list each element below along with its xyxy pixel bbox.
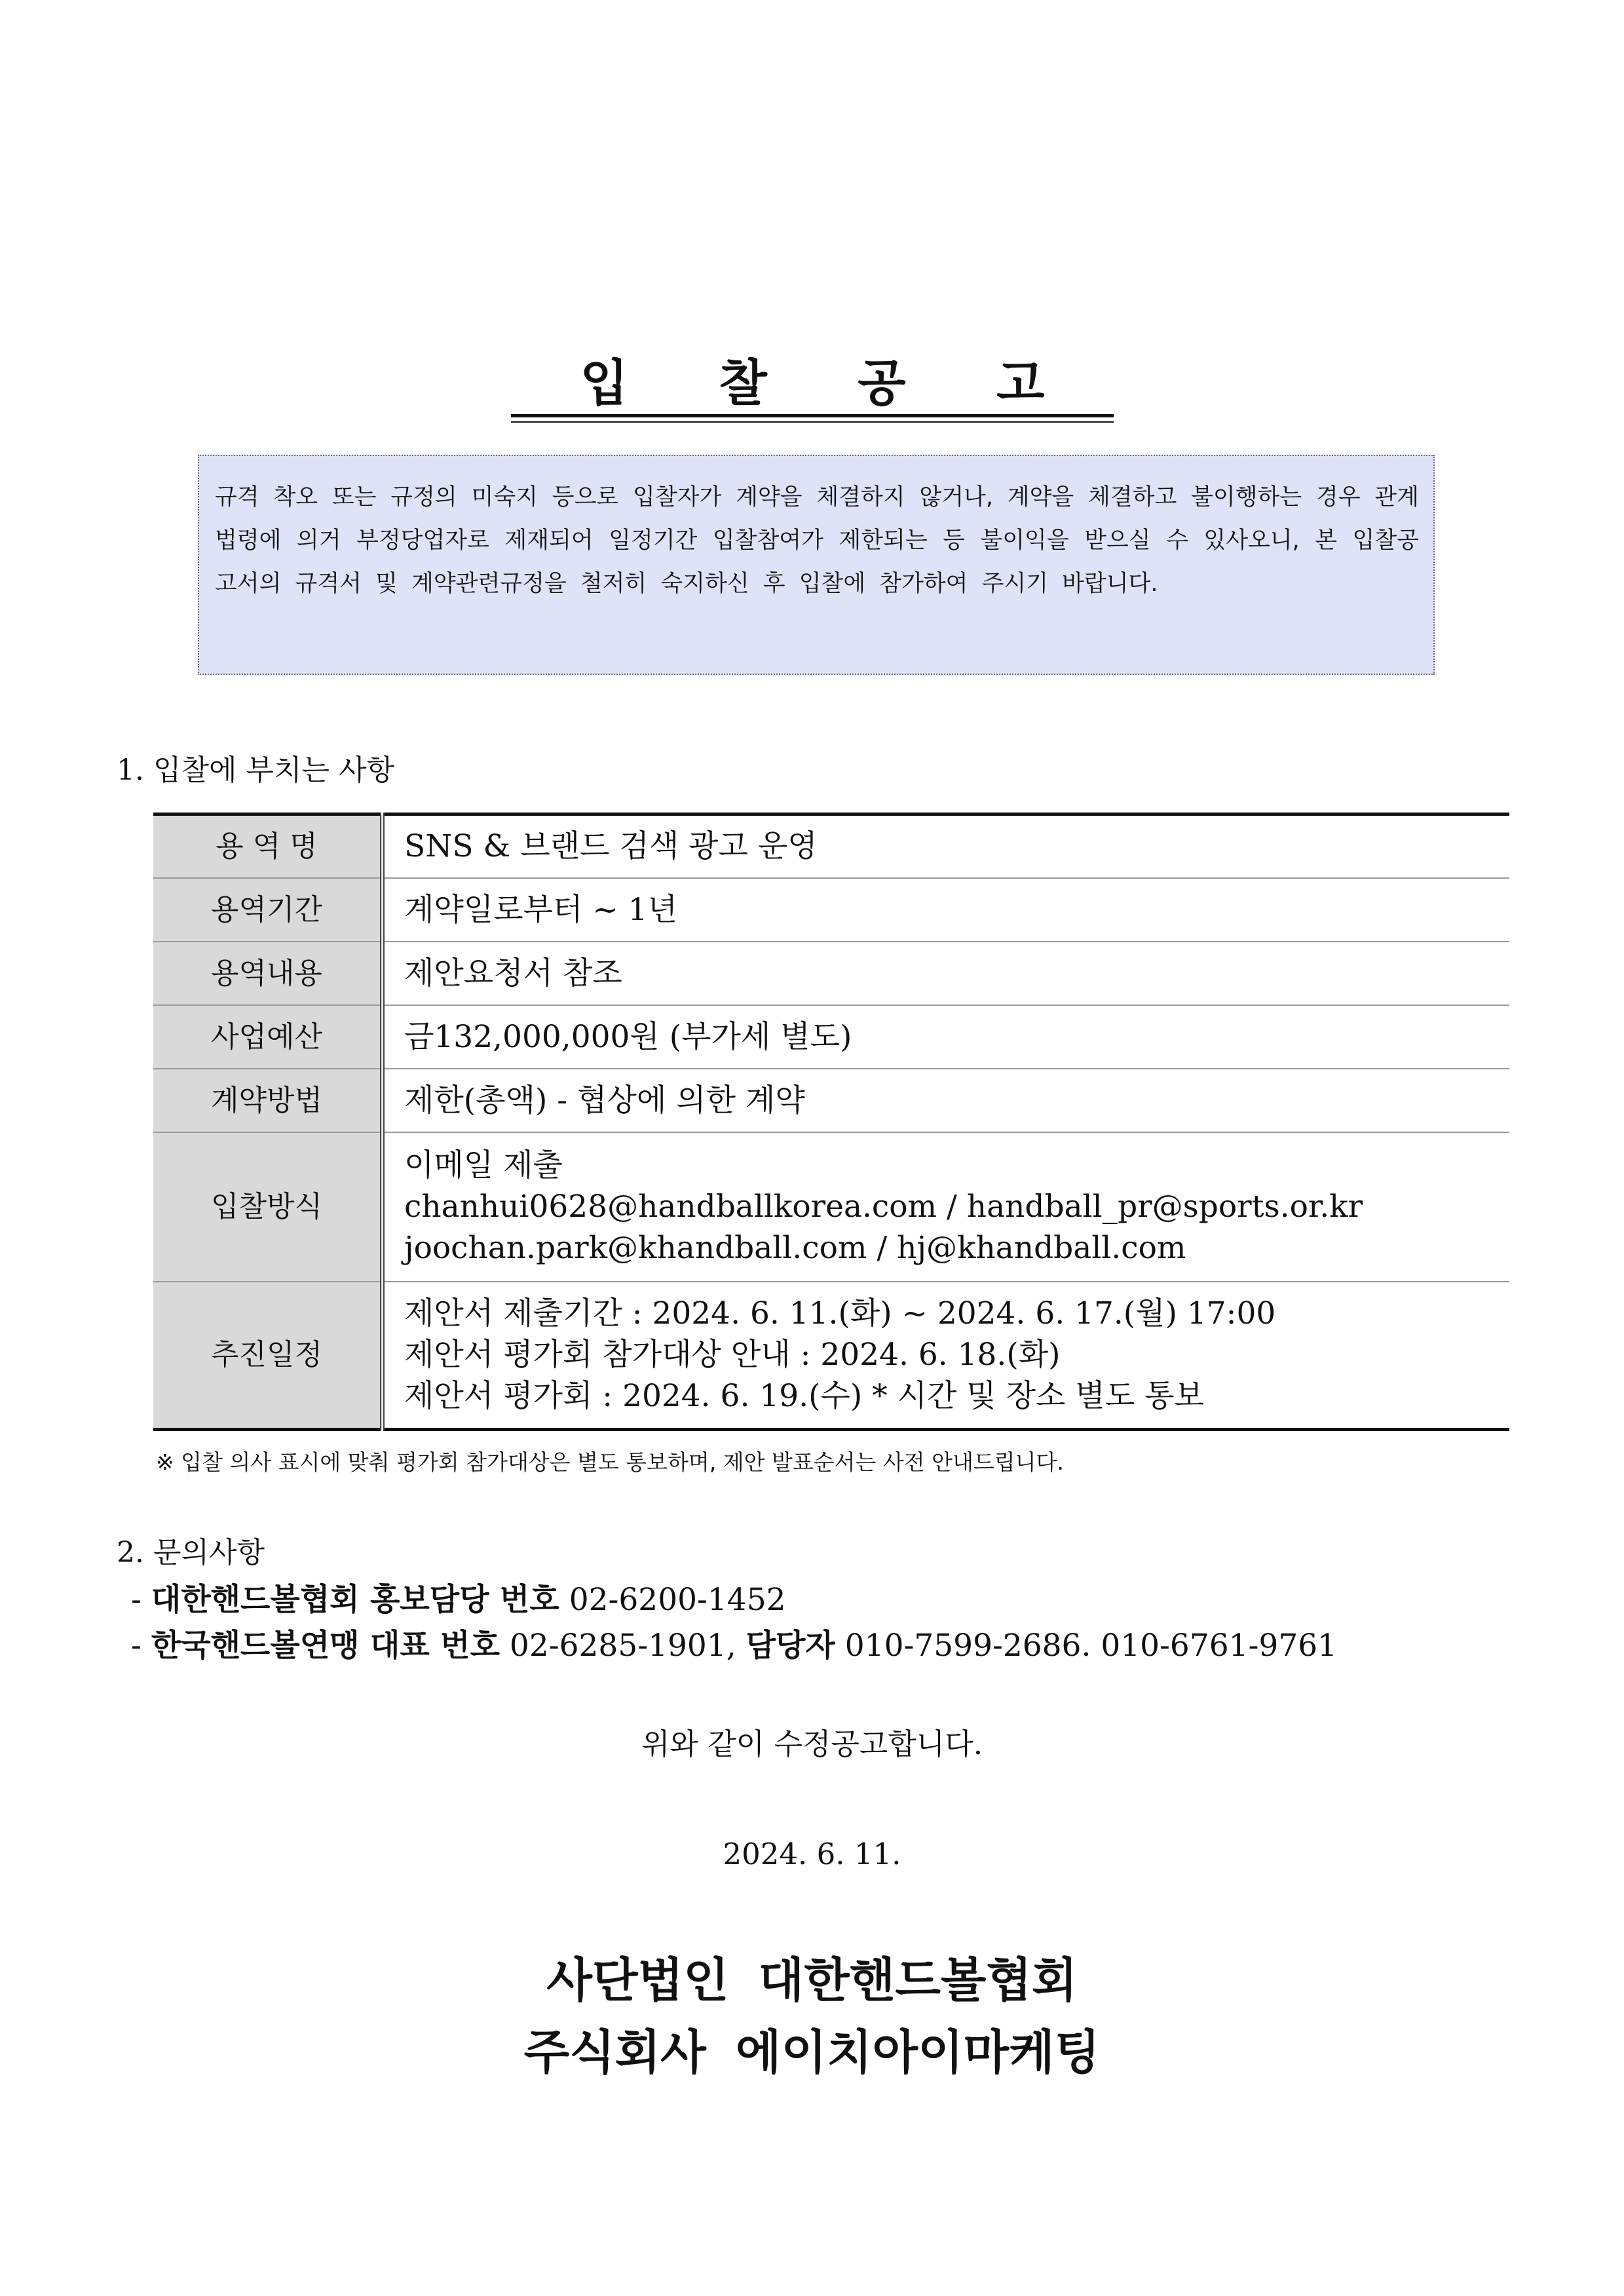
contact-line (131, 1579, 786, 1620)
value-line: joochan.park@khandball.com / hj@khandball.com (404, 1230, 1186, 1266)
row-value: 금132,000,000원 (부가세 별도) (383, 1005, 1510, 1069)
contact-person-label: 담당자 (746, 1628, 835, 1664)
row-value: SNS & 브랜드 검색 광고 운영 (383, 814, 1510, 878)
row-value (383, 1132, 1510, 1282)
table-row (153, 878, 1509, 942)
section1-heading: 1. 입찰에 부치는 사항 (117, 754, 394, 787)
issuer-name: 사단법인 대한핸드볼협회 (546, 1953, 1078, 2008)
row-label: 추진일정 (153, 1282, 383, 1430)
row-label: 계약방법 (153, 1069, 383, 1132)
table-row (153, 942, 1509, 1005)
contact-dash: - (131, 1582, 151, 1618)
closing-statement: 위와 같이 수정공고합니다. (641, 1727, 983, 1761)
issuer-name: 주식회사 에이치아이마케팅 (523, 2025, 1101, 2080)
table-row (153, 814, 1509, 878)
contact-number: 02-6285-1901, (499, 1628, 746, 1664)
row-label: 입찰방식 (153, 1132, 383, 1282)
value-line: 이메일 제출 (404, 1147, 563, 1183)
table-footnote: ※ 입찰 의사 표시에 맞춰 평가회 참가대상은 별도 통보하며, 제안 발표순서는 사전 안내드립니다. (156, 1449, 1064, 1475)
section2-heading: 2. 문의사항 (117, 1536, 265, 1569)
value-line: 제안서 평가회 참가대상 안내 : 2024. 6. 18.(화) (404, 1337, 1061, 1373)
contact-org-label: 한국핸드볼연맹 대표 번호 (151, 1628, 500, 1664)
value-line: 제안서 제출기간 : 2024. 6. 11.(화) ~ 2024. 6. 17.(월) 17:00 (404, 1295, 1276, 1332)
row-label: 용역내용 (153, 942, 383, 1005)
row-value: 제안요청서 참조 (383, 942, 1510, 1005)
bid-info-table (153, 813, 1509, 1431)
row-label: 사업예산 (153, 1005, 383, 1069)
contact-number: 02-6200-1452 (559, 1582, 786, 1618)
table-row (153, 1069, 1509, 1132)
value-line: chanhui0628@handballkorea.com / handball_pr@sports.or.kr (404, 1189, 1363, 1225)
title-underline-thick (511, 414, 1114, 417)
notice-text: 규격 착오 또는 규정의 미숙지 등으로 입찰자가 계약을 체결하지 않거나, 계약을 체결하고 불이행하는 경우 관계법령에 의거 부정당업자로 제재되어 일정기간 입찰참여가 제한되는 등 불이익을 받으실 수 있사오니, 본 입찰공고서의 규격서 및 계약관련규정을 철저히 숙지하신 후 입찰에 참가하여 주시기 바랍니다. (215, 484, 1419, 597)
row-label: 용 역 명 (153, 814, 383, 878)
notice-box (198, 455, 1435, 675)
value-line: 제안서 평가회 : 2024. 6. 19.(수) * 시간 및 장소 별도 통보 (404, 1378, 1204, 1415)
notice-date: 2024. 6. 11. (723, 1837, 901, 1871)
contact-person-number: 010-7599-2686. 010-6761-9761 (835, 1628, 1338, 1664)
title-underline-thin (511, 421, 1114, 423)
table-row (153, 1132, 1509, 1282)
row-label: 용역기간 (153, 878, 383, 942)
page-title: 입 찰 공 고 (580, 354, 1082, 412)
row-value: 제한(총액) - 협상에 의한 계약 (383, 1069, 1510, 1132)
row-value (383, 1282, 1510, 1430)
table-row (153, 1005, 1509, 1069)
contact-dash: - (131, 1628, 151, 1664)
contact-org-label: 대한핸드볼협회 홍보담당 번호 (151, 1582, 559, 1618)
row-value: 계약일로부터 ~ 1년 (383, 878, 1510, 942)
table-row (153, 1282, 1509, 1430)
contact-line (131, 1625, 1337, 1666)
